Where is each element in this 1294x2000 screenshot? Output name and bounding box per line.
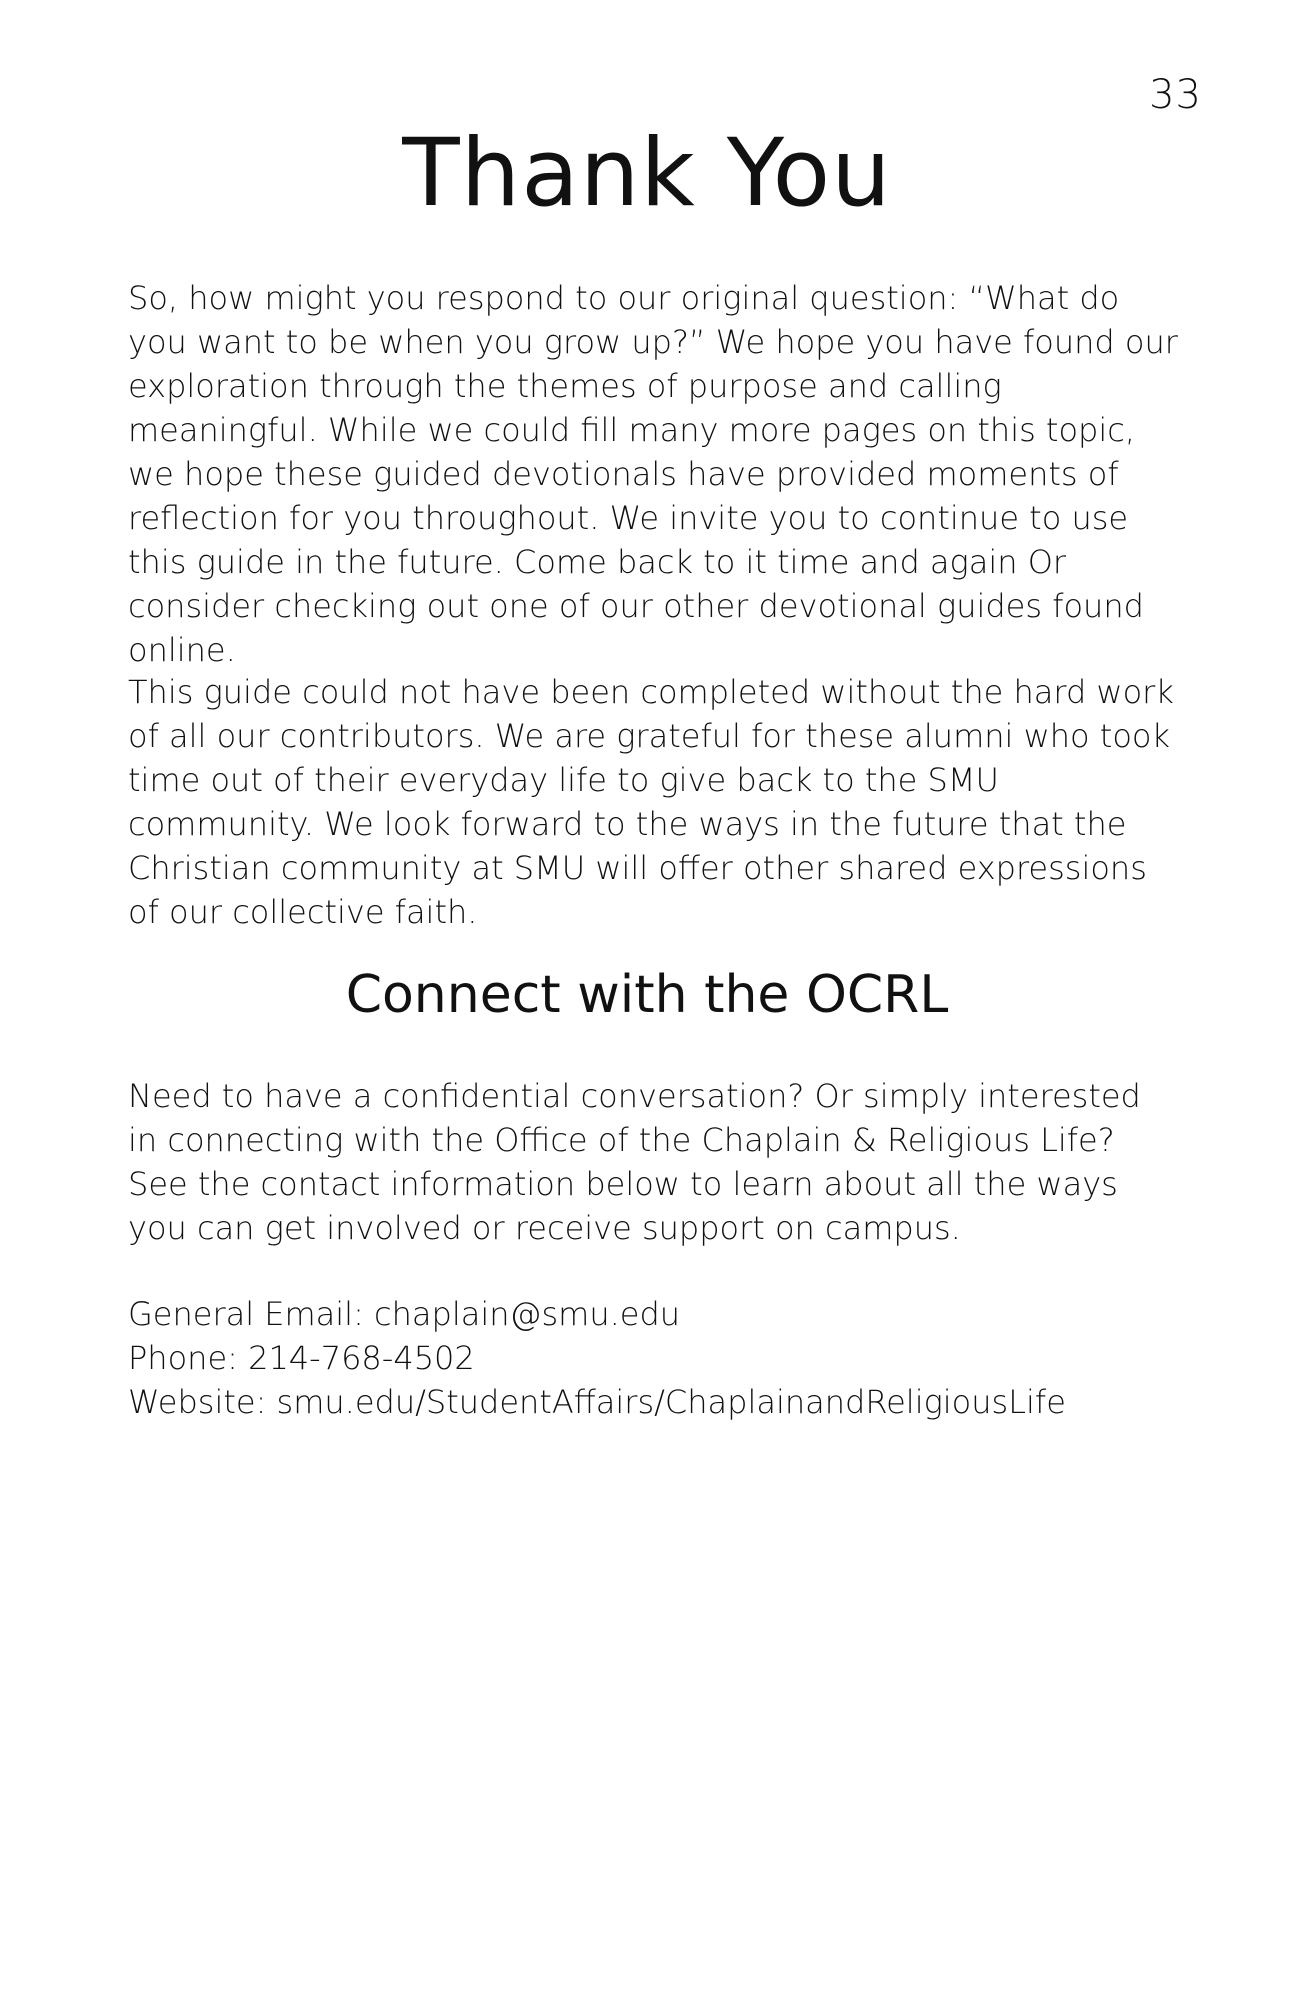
intro-paragraph: So, how might you respond to our original question: “What do you want to be when you grow up?” We hope you have found our exploration through the themes of purpose and calling meaningful. While we could fill many more pages on this topic, we hope these guided devotionals have provided moments of reflection for you throughout. We invite you to continue to use this guide in the future. Come back to it time and again Or consider checking out one of our other devotional guides found online.	[128, 279, 1178, 669]
email-label: General Email:	[128, 1295, 375, 1333]
connect-paragraph-block	[128, 1074, 1178, 1250]
connect-paragraph: Need to have a confidential conversation? Or simply interested in connecting with the Office of the Chaplain & Religious Life? See the contact information below to learn about all the ways you can get involved or receive support on campus.	[128, 1077, 1141, 1247]
website-link[interactable]: smu.edu/StudentAffairs/ChaplainandReligiousLife	[276, 1383, 1066, 1421]
contact-info	[128, 1292, 1228, 1424]
email-link[interactable]: chaplain@smu.edu	[374, 1295, 681, 1333]
thanks-paragraph-block	[128, 670, 1178, 934]
page-number: 33	[1149, 72, 1202, 118]
phone-value: 214-768-4502	[248, 1339, 475, 1377]
email-line	[128, 1292, 1228, 1336]
phone-label: Phone:	[128, 1339, 249, 1377]
page-title: Thank You	[402, 119, 892, 228]
thanks-paragraph: This guide could not have been completed without the hard work of all our contributors. We are grateful for these alumni who took time out of their everyday life to give back to the SMU community. We look forward to the ways in the future that the Christian community at SMU will offer other shared expressions of our collective faith.	[128, 673, 1174, 931]
website-line	[128, 1380, 1228, 1424]
website-label: Website:	[128, 1383, 277, 1421]
intro-paragraph-block	[128, 276, 1178, 672]
phone-line	[128, 1336, 1228, 1380]
section-subtitle: Connect with the OCRL	[345, 965, 949, 1025]
